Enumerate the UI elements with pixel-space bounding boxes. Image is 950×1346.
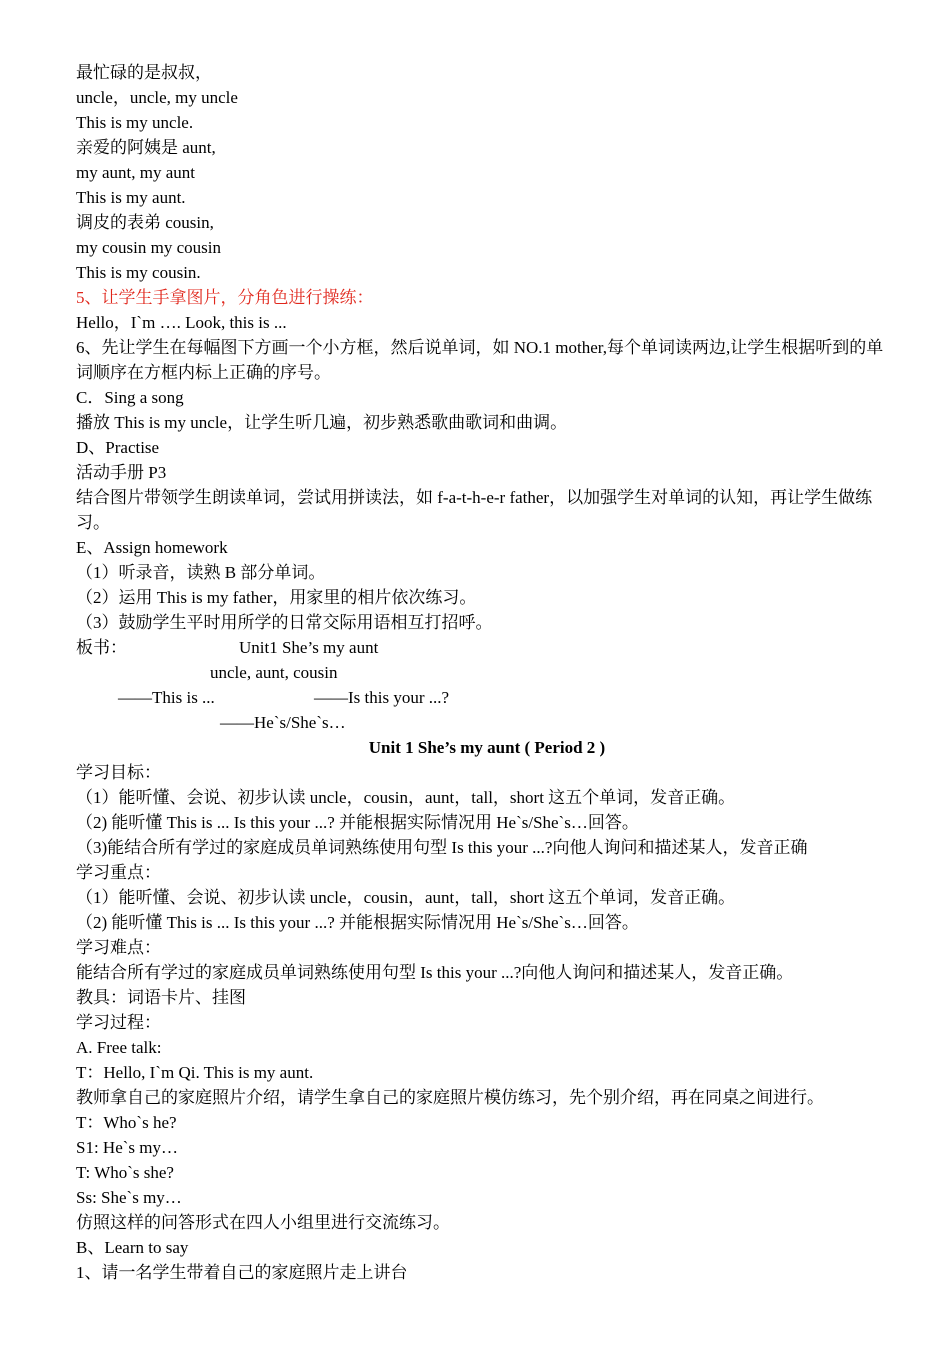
text-line: 最忙碌的是叔叔， [76,63,212,82]
section-heading: 学习目标： [76,763,161,782]
text-line: 播放 This is my uncle，让学生听几遍，初步熟悉歌曲歌词和曲调。 [76,413,568,432]
text-line: T: Who`s she? [76,1163,174,1182]
text-line: 1、请一名学生带着自己的家庭照片走上讲台 [76,1263,408,1282]
text-line: 亲爱的阿姨是 aunt, [76,138,216,157]
text-line: 仿照这样的问答形式在四人小组里进行交流练习。 [76,1213,450,1232]
text-line: （2）运用 This is my father，用家里的相片依次练习。 [76,588,477,607]
text-line: （1）听录音，读熟 B 部分单词。 [76,563,326,582]
text-line: （3)能结合所有学过的家庭成员单词熟练使用句型 Is this your ...?向他人询问和描述某人，发音正确 [76,838,808,857]
section-heading: D、Practise [76,438,160,457]
text-line: 调皮的表弟 cousin, [76,213,214,232]
section-heading: B、Learn to say [76,1238,189,1257]
board-answer: ——He`s/She`s… [220,713,346,732]
text-line: Ss: She`s my… [76,1188,182,1207]
text-line: my aunt, my aunt [76,163,195,182]
board-sentence: ——Is this your ...? [314,688,450,707]
board-label: 板书： [76,638,127,657]
section-heading: C．Sing a song [76,388,184,407]
text-line: （2) 能听懂 This is ... Is this your ...? 并能根据实际情况用 He`s/She`s…回答。 [76,813,639,832]
board-heading [76,635,898,660]
text-line: T：Who`s he? [76,1113,177,1132]
text-line: A. Free talk: [76,1038,162,1057]
board-sentences [76,685,898,710]
text-line: 教师拿自己的家庭照片介绍，请学生拿自己的家庭照片模仿练习，先个别介绍，再在同桌之间进行。 [76,1088,824,1107]
text-line: uncle，uncle, my uncle [76,88,238,107]
text-line: T：Hello, I`m Qi. This is my aunt. [76,1063,314,1082]
text-line: （2) 能听懂 This is ... Is this your ...? 并能根据实际情况用 He`s/She`s…回答。 [76,913,639,932]
highlighted-step: 5、让学生手拿图片，分角色进行操练： [76,288,374,307]
lesson-title: Unit 1 She’s my aunt ( Period 2 ) [368,738,606,757]
text-line: 活动手册 P3 [76,463,167,482]
text-line: S1: He`s my… [76,1138,178,1157]
text-line: This is my aunt. [76,188,186,207]
text-line: This is my uncle. [76,113,194,132]
section-heading: E、Assign homework [76,538,228,557]
text-line: 能结合所有学过的家庭成员单词熟练使用句型 Is this your ...?向他人询问和描述某人，发音正确。 [76,963,794,982]
text-line: （3）鼓励学生平时用所学的日常交际用语相互打招呼。 [76,613,493,632]
text-line: my cousin my cousin [76,238,221,257]
text-line: （1）能听懂、会说、初步认读 uncle，cousin，aunt，tall，short 这五个单词，发音正确。 [76,888,736,907]
section-heading: 学习重点： [76,863,161,882]
text-line: 教具：词语卡片、挂图 [76,988,246,1007]
paragraph: 结合图片带领学生朗读单词，尝试用拼读法，如 f-a-t-h-e-r father，以加强学生对单词的认知，再让学生做练习。 [76,488,873,532]
section-heading: 学习过程： [76,1013,161,1032]
paragraph: 6、先让学生在每幅图下方画一个小方框，然后说单词，如 NO.1 mother,每个单词读两边,让学生根据听到的单词顺序在方框内标上正确的序号。 [76,338,884,382]
section-heading: 学习难点： [76,938,161,957]
text-line: （1）能听懂、会说、初步认读 uncle，cousin，aunt，tall，short 这五个单词，发音正确。 [76,788,736,807]
text-line: This is my cousin. [76,263,201,282]
text-line: Hello，I`m …. Look, this is ... [76,313,287,332]
board-sentence: ——This is ... [118,688,215,707]
board-title: Unit1 She’s my aunt [239,638,379,657]
document-page [76,60,898,1285]
board-words: uncle, aunt, cousin [210,663,338,682]
